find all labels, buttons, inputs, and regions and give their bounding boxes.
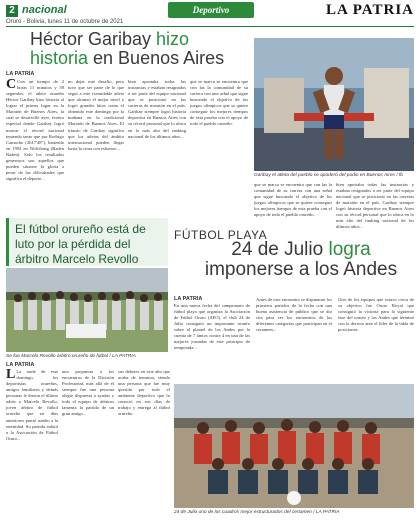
garibay-photo — [254, 38, 414, 171]
team-photo — [174, 384, 414, 508]
supplement-badge: Deportivo — [168, 2, 254, 18]
headline-part: en Buenos Aires — [88, 47, 225, 68]
referees-photo-caption — [6, 354, 168, 359]
team-photo-image — [174, 384, 414, 508]
article3-byline: LA PATRIA — [174, 296, 203, 302]
caption-text: Se fue Marcelo Revollo árbitro orureño de fútbol — [6, 354, 109, 359]
article1-column-3: bien apostaba todas las instancias y estaban resignados a ser parte del equipo nacional que se posicionó en las carreras de maratón en el país. Garibay siempre logró historia deportiva en Buenos Aires con su récord personal que lo ubica en lo más alto del ranking nacional de los últimos años... — [128, 79, 186, 139]
article3-headline — [186, 240, 416, 280]
article1-byline: LA PATRIA — [6, 71, 35, 77]
article2-byline: LA PATRIA — [6, 362, 35, 368]
headline-highlight: historia — [30, 47, 89, 68]
photo-credit: / LA PATRIA — [109, 354, 136, 359]
article2-column-1 — [6, 369, 58, 515]
page-number: 2 — [6, 5, 18, 17]
drop-cap: C — [6, 77, 17, 92]
column-text: La tarde de este domingo, los deportistas orureños, amigos familiares y demás personas le dieron el último adiós a Marcelo Revollo, joven árbitro de fútbol orureño que en días anteriores partió rumbo a la eternidad. Su partida enlutó a la Asociación de Fútbol Oruro... — [6, 369, 58, 441]
article2-column-2: una propuesta a los encuentros de la División Profesional, más allá de él siempre fue una persona alegre dispuesta a ayudar y todo el equipo de árbitros lamenta la partida de un gran amigo... — [62, 369, 114, 417]
garibay-photo-image — [254, 38, 414, 171]
referees-photo — [6, 268, 168, 352]
revollo-headline-box: El fútbol orureño está de luto por la pérdida del árbitro Marcelo Revollo — [6, 218, 168, 266]
garibay-photo-caption — [254, 173, 414, 178]
article3-column-1: En una nueva fecha del campeonato de fútbol playa que organiza la Asociación de Fútbol Oruro (AFO), el club 24 de Julio consiguió un importante triunfo sobre el plantel de los Andes por la cuenta de 7 tantos contra 4 en una de las mejores jornadas de este principio de temporada... — [174, 303, 250, 351]
article3-column-2: Antes de este encuentro se disputaron los primeros partidos de la fecha con una buena asistencia de público que se dio cita para ver los encuentros de las diferentes categorías que participan en el certamen... — [256, 297, 332, 333]
headline-part: imponerse a los Andes — [204, 258, 398, 280]
article1-column-1 — [6, 79, 64, 209]
article2-column-3: sus deberes en este año que acaba de terminar, siendo una persona que fue muy querida por todo el ambiente deportivo que lo conoció en sus días de trabajo y entrega al fútbol orureño. — [118, 369, 170, 417]
article1-headline — [30, 30, 290, 68]
headline-highlight: hizo — [156, 29, 190, 49]
headline-highlight: logra — [328, 239, 371, 260]
headline-part: 24 de Julio — [231, 239, 329, 260]
dateline: Oruro - Bolivia, lunes 11 de octubre de 2021 — [6, 19, 124, 25]
header-rule — [6, 26, 414, 27]
article1-column-6: bien apostaba todas las instancias y estaban resignados a ser parte del equipo nacional que se posicionó en las carreras de maratón en el país. Garibay siempre logró historia deportiva en Buenos Aires con su récord personal que lo ubica en lo más alto del ranking nacional de los últimos años... — [336, 182, 414, 230]
column-text: Con un tiempo de 2 horas 11 minutos y 39 segundos, el atleta orureño Héctor Garibay hizo historia al lograr el primer lugar en la Maratón de Buenos Aires, la cual se desarrolló ayer, evento especial donde Garibay logró marcar el récord nacional teniendo tanto que por Rodrigo Camacho (2h17'48"), batiendo en 1994 en Wolfsburg (Baden Baden). Solo los resultados generosos son aquellos que pueden situarse la gloria a pesar de las dificultades que significa el deporte... — [6, 79, 64, 181]
referees-photo-image — [6, 268, 168, 352]
caption-text: Garibay el atleta del pueblo se apoderó del podio en Buenos Aires — [254, 173, 395, 178]
masthead: LA PATRIA — [325, 2, 414, 18]
photo-credit: / LA PATRIA — [313, 510, 340, 515]
drop-cap: L — [6, 367, 16, 382]
article3-column-3: Otro de los equipos que estuvo cerca de su objetivo fue Oruro Royal que consiguió la victoria para la siguiente fase del torneo y los Andes que terminó con la derrota ante el líder de la tabla de posiciones. — [338, 297, 414, 333]
caption-text: 24 de Julio uno de los cuadros mejor estructurados del certamen — [174, 510, 312, 515]
article3-kicker: FÚTBOL PLAYA — [174, 228, 268, 242]
team-photo-caption — [174, 510, 414, 515]
article1-column-5: que se marca se encuentra que con las la comunidad de su carrera con una señal que sigue buscando el objetivo de los juegos olímpicos que se quiere conseguir los mejores tiempos de esta prueba con el apoyo de todo el pueblo orureño. — [254, 182, 332, 218]
photo-credit: / fb — [396, 173, 403, 178]
article1-column-2: no dejar este desafío, pero tuvo que ser parte de lo que seguí a este formidable atleta que alcanzó el mejor nivel y logró grandes hitos como el obtenido este domingo por la mañana en la tradicional Maratón de Buenos Aires. El triunfo de Garibay significa que los atletas del ámbito internacional pueden llegar hasta la cima con esfuerzo... — [68, 79, 124, 151]
article1-column-4: que se marca se encuentra que con las la comunidad de su carrera con una señal que sigue buscando el objetivo de los juegos olímpicos que se quiere conseguir los mejores tiempos de esta prueba con el apoyo de todo el pueblo orureño. — [190, 79, 248, 127]
section-label: nacional — [22, 4, 67, 16]
headline-part: Héctor Garibay — [30, 29, 157, 49]
